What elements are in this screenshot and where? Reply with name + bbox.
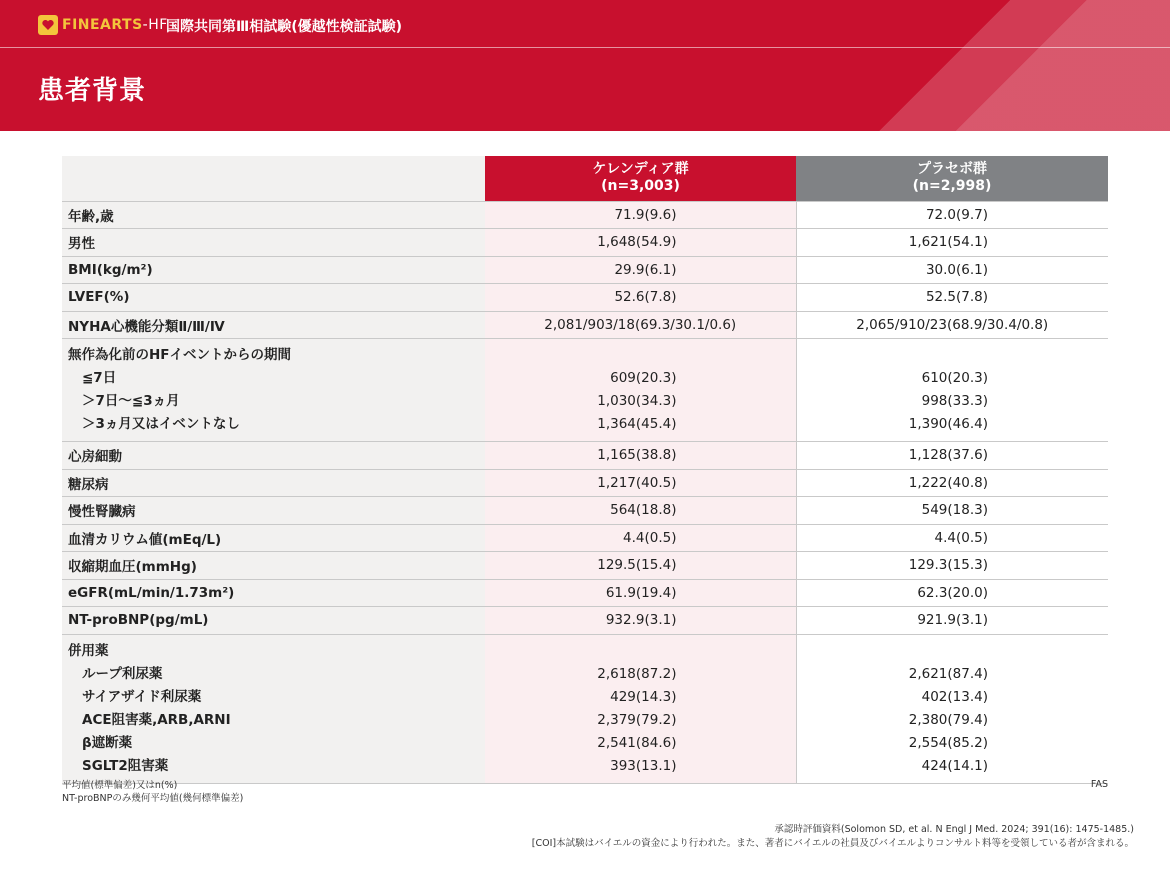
header-blank-cell bbox=[62, 156, 485, 201]
drug-group-n: (n=3,003) bbox=[601, 178, 680, 195]
drug-value: 29.9(6.1) bbox=[485, 256, 796, 284]
row-label: 収縮期血圧(mmHg) bbox=[62, 552, 485, 580]
table-row bbox=[62, 524, 1108, 552]
sub-label: ≦7日 bbox=[82, 370, 117, 386]
placebo-value: 402(13.4) bbox=[921, 688, 988, 705]
coi-statement: [COI]本試験はバイエルの資金により行われた。また、著者にバイエルの社員及びバイエルよりコンサルト料等を受領している者が含まれる。 bbox=[531, 838, 1134, 849]
table-row bbox=[62, 201, 1108, 229]
table-row-group-meds bbox=[62, 634, 1108, 783]
drug-value: 2,618(87.2) bbox=[597, 665, 677, 682]
placebo-value: 52.5(7.8) bbox=[796, 284, 1108, 312]
footnotes bbox=[62, 779, 243, 805]
group-label: 無作為化前のHFイベントからの期間 bbox=[68, 347, 292, 363]
table-row bbox=[62, 607, 1108, 635]
placebo-value: 549(18.3) bbox=[796, 497, 1108, 525]
footnote-2: NT-proBNPのみ幾何平均値(幾何標準偏差) bbox=[62, 793, 244, 804]
row-label: 糖尿病 bbox=[62, 469, 485, 497]
sub-label: ＞3ヵ月又はイベントなし bbox=[82, 416, 240, 432]
table-row bbox=[62, 497, 1108, 525]
header-banner bbox=[0, 0, 1170, 131]
patient-background-table bbox=[62, 156, 1108, 784]
drug-group-name: ケレンディア群 bbox=[592, 161, 689, 178]
placebo-value: 424(14.1) bbox=[921, 757, 988, 774]
placebo-value: 1,222(40.8) bbox=[796, 469, 1108, 497]
drug-value: 2,541(84.6) bbox=[597, 734, 677, 751]
column-header-placebo bbox=[796, 156, 1108, 201]
drug-value: 1,165(38.8) bbox=[485, 442, 796, 470]
table-row bbox=[62, 442, 1108, 470]
placebo-value: 1,621(54.1) bbox=[796, 229, 1108, 257]
placebo-value: 1,128(37.6) bbox=[796, 442, 1108, 470]
sub-label: サイアザイド利尿薬 bbox=[82, 688, 202, 705]
table-row bbox=[62, 256, 1108, 284]
placebo-value: 4.4(0.5) bbox=[796, 524, 1108, 552]
row-label: eGFR(mL/min/1.73m²) bbox=[62, 579, 485, 607]
reference-citation: 承認時評価資料(Solomon SD, et al. N Engl J Med. 2024; 391(16): 1475-1485.) bbox=[774, 824, 1134, 835]
sub-label: β遮断薬 bbox=[82, 734, 133, 751]
row-label: NT-proBNP(pg/mL) bbox=[62, 607, 485, 635]
row-label: 血清カリウム値(mEq/L) bbox=[62, 524, 485, 552]
table-row bbox=[62, 579, 1108, 607]
drug-value: 393(13.1) bbox=[610, 757, 677, 774]
row-label: NYHA心機能分類Ⅱ/Ⅲ/Ⅳ bbox=[62, 311, 485, 339]
logo-suffix: -HF bbox=[142, 17, 168, 33]
placebo-value: 72.0(9.7) bbox=[796, 201, 1108, 229]
drug-values-group bbox=[485, 339, 796, 442]
row-label-group bbox=[62, 634, 485, 783]
table-row-group-period bbox=[62, 339, 1108, 442]
drug-value: 1,217(40.5) bbox=[485, 469, 796, 497]
placebo-values-group bbox=[796, 339, 1108, 442]
logo-brand: FINEARTS bbox=[62, 17, 143, 33]
drug-value: 609(20.3) bbox=[610, 370, 677, 386]
group-label: 併用薬 bbox=[68, 642, 109, 659]
table-row bbox=[62, 311, 1108, 339]
drug-value: 4.4(0.5) bbox=[485, 524, 796, 552]
drug-value: 1,364(45.4) bbox=[597, 416, 677, 432]
top-bar bbox=[0, 0, 1170, 48]
placebo-value: 610(20.3) bbox=[921, 370, 988, 386]
placebo-value: 2,380(79.4) bbox=[908, 711, 988, 728]
sub-label: SGLT2阻害薬 bbox=[82, 757, 169, 774]
placebo-value: 2,621(87.4) bbox=[908, 665, 988, 682]
drug-value: 2,081/903/18(69.3/30.1/0.6) bbox=[485, 311, 796, 339]
sub-label: ループ利尿薬 bbox=[82, 665, 163, 682]
placebo-value: 2,554(85.2) bbox=[908, 734, 988, 751]
placebo-values-group bbox=[796, 634, 1108, 783]
placebo-group-name: プラセボ群 bbox=[917, 161, 987, 178]
drug-value: 71.9(9.6) bbox=[485, 201, 796, 229]
drug-value: 1,030(34.3) bbox=[597, 393, 677, 409]
page-title: 患者背景 bbox=[38, 76, 147, 106]
sub-label: ACE阻害薬,ARB,ARNI bbox=[82, 711, 231, 728]
row-label: BMI(kg/m²) bbox=[62, 256, 485, 284]
placebo-value: 998(33.3) bbox=[921, 393, 988, 409]
footnote-1: 平均値(標準偏差)又はn(%) bbox=[62, 780, 178, 791]
fas-label: FAS bbox=[1090, 779, 1108, 790]
sub-label: ＞7日～≦3ヵ月 bbox=[82, 393, 180, 409]
drug-value: 129.5(15.4) bbox=[485, 552, 796, 580]
drug-value: 2,379(79.2) bbox=[597, 711, 677, 728]
placebo-value: 2,065/910/23(68.9/30.4/0.8) bbox=[796, 311, 1108, 339]
heart-icon bbox=[38, 15, 58, 35]
placebo-value: 62.3(20.0) bbox=[796, 579, 1108, 607]
logo-text bbox=[62, 17, 168, 33]
row-label: 男性 bbox=[62, 229, 485, 257]
drug-value: 52.6(7.8) bbox=[485, 284, 796, 312]
column-header-drug bbox=[485, 156, 796, 201]
drug-value: 429(14.3) bbox=[610, 688, 677, 705]
row-label: 心房細動 bbox=[62, 442, 485, 470]
drug-value: 61.9(19.4) bbox=[485, 579, 796, 607]
row-label: 年齢,歳 bbox=[62, 201, 485, 229]
logo bbox=[38, 14, 168, 36]
row-label: LVEF(%) bbox=[62, 284, 485, 312]
drug-value: 1,648(54.9) bbox=[485, 229, 796, 257]
row-label: 慢性腎臓病 bbox=[62, 497, 485, 525]
placebo-value: 1,390(46.4) bbox=[908, 416, 988, 432]
row-label-group bbox=[62, 339, 485, 442]
drug-value: 932.9(3.1) bbox=[485, 607, 796, 635]
placebo-value: 921.9(3.1) bbox=[796, 607, 1108, 635]
table-row bbox=[62, 229, 1108, 257]
header-subtitle: 国際共同第Ⅲ相試験(優越性検証試験) bbox=[166, 19, 403, 35]
reference bbox=[532, 823, 1134, 851]
drug-value: 564(18.8) bbox=[485, 497, 796, 525]
table-row bbox=[62, 469, 1108, 497]
table-row bbox=[62, 284, 1108, 312]
placebo-group-n: (n=2,998) bbox=[912, 178, 992, 195]
placebo-value: 129.3(15.3) bbox=[796, 552, 1108, 580]
placebo-value: 30.0(6.1) bbox=[796, 256, 1108, 284]
drug-values-group bbox=[485, 634, 796, 783]
table-row bbox=[62, 552, 1108, 580]
